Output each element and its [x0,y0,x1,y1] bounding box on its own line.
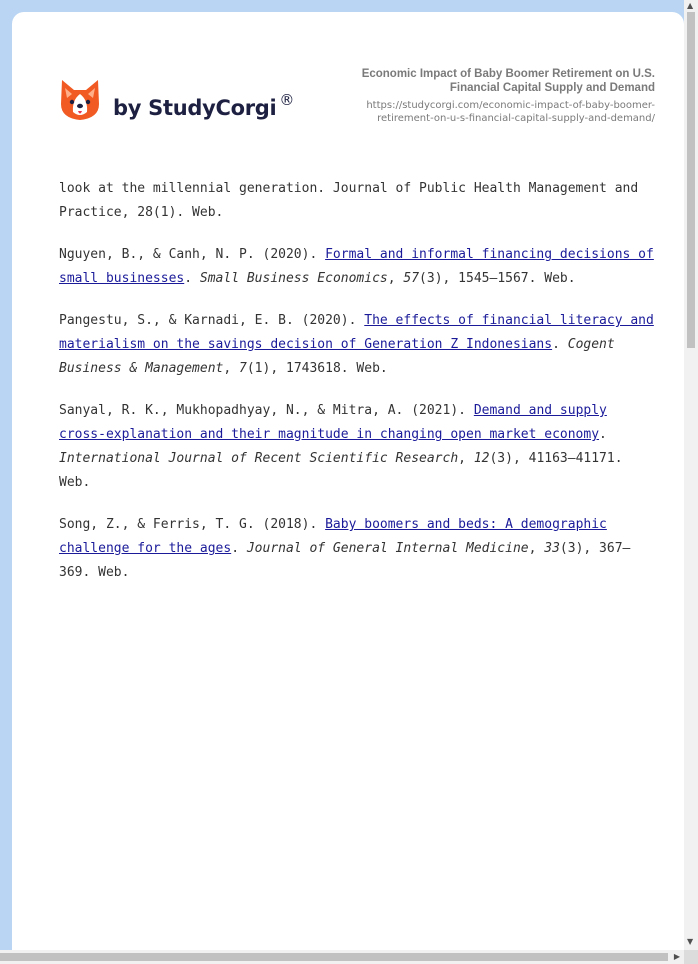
vertical-scrollbar[interactable] [684,0,698,950]
reference-volume: 7 [239,361,247,376]
reference-volume: 12 [473,451,490,466]
horizontal-scrollbar[interactable] [0,950,684,964]
reference-journal: Small Business Economics [199,271,388,286]
reference-journal: International Journal of Recent Scientific Research [59,451,459,466]
document-title: Economic Impact of Baby Boomer Retirement on U.S. Financial Capital Supply and Demand [361,68,655,94]
reference-lead: Song, Z., & Ferris, T. G. (2018). [59,517,326,532]
reference-lead: look at the millennial generation. Journal of Public Health Management and Practice, 28(1). Web. [59,181,639,220]
document-page [12,12,684,950]
document-header [315,67,655,125]
reference-comma: , [458,451,474,466]
references-list [59,177,655,603]
corgi-logo-icon [59,78,101,122]
reference-link[interactable]: Baby boomers and beds: A demographic challenge for the ages [59,517,607,556]
reference-volume: 33 [544,541,560,556]
scroll-up-icon[interactable]: ▲ [687,1,694,10]
reference-tail: (3), 1545–1567. Web. [419,271,576,286]
reference-lead: Nguyen, B., & Canh, N. P. (2020). [59,247,326,262]
reference-separator: . [599,427,607,442]
reference-volume: 57 [403,271,420,286]
logo-text: by StudyCorgi [113,96,277,120]
reference-item [59,243,655,291]
reference-comma: , [223,361,240,376]
scrollbar-corner [684,950,698,964]
scroll-down-icon[interactable]: ▼ [687,937,694,946]
registered-mark: ® [279,91,295,109]
vertical-scroll-thumb[interactable] [687,12,695,348]
reference-separator: . [231,541,247,556]
scroll-right-icon[interactable]: ▶ [673,952,680,961]
reference-comma: , [387,271,404,286]
reference-tail: (1), 1743618. Web. [246,361,388,376]
document-url[interactable]: https://studycorgi.com/economic-impact-of-baby-boomer-retirement-on-u-s-financial-capital-supply-and-demand/ [366,100,655,124]
reference-journal: Journal of General Internal Medicine [246,541,529,556]
reference-link[interactable]: Formal and informal financing decisions of small businesses [59,247,654,286]
reference-separator: . [552,337,568,352]
reference-link[interactable]: Demand and supply cross-explanation and their magnitude in changing open market economy [59,403,607,442]
reference-link[interactable]: The effects of financial literacy and materialism on the savings decision of Generation Z Indonesians [59,313,654,352]
reference-comma: , [528,541,545,556]
reference-item [59,513,655,585]
reference-tail: (3), 367–369. Web. [59,541,631,580]
studycorgi-logo[interactable] [59,76,294,122]
reference-separator: . [184,271,200,286]
reference-lead: Pangestu, S., & Karnadi, E. B. (2020). [59,313,365,328]
horizontal-scroll-thumb[interactable] [0,953,668,961]
reference-item [59,177,655,225]
reference-journal: Cogent Business & Management [59,337,615,376]
reference-item [59,309,655,381]
reference-tail: (3), 41163–41171. Web. [59,451,623,490]
reference-lead: Sanyal, R. K., Mukhopadhyay, N., & Mitra, A. (2021). [59,403,474,418]
reference-item [59,399,655,495]
